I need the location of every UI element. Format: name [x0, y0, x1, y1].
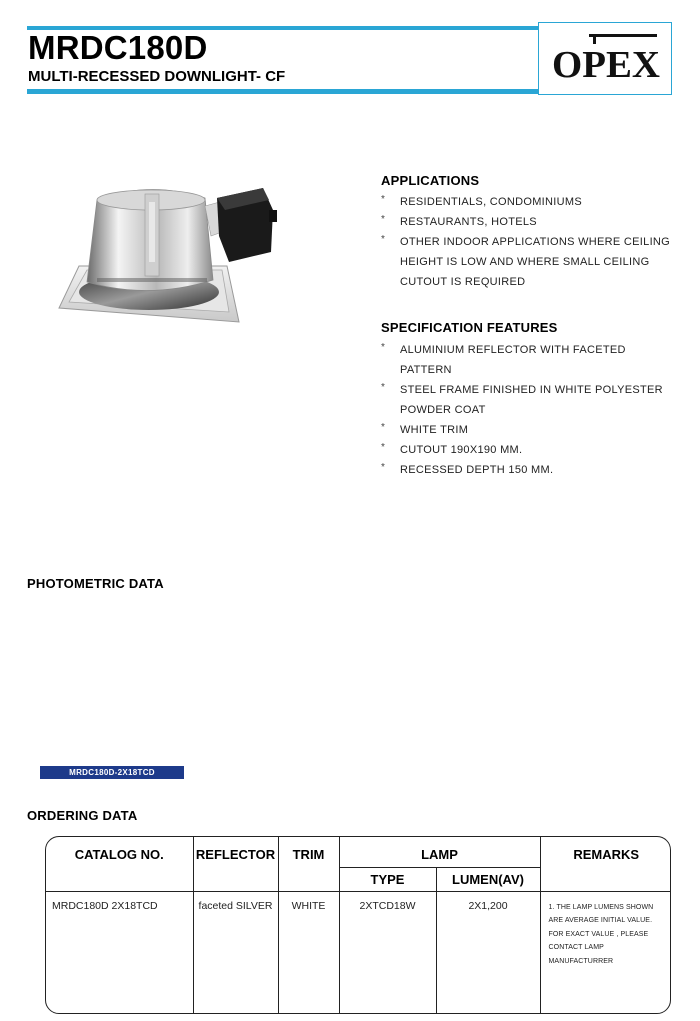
header-trim: TRIM — [278, 837, 339, 891]
product-image — [57, 180, 282, 330]
bullet-asterisk-icon: * — [381, 442, 386, 453]
bullet-asterisk-icon: * — [381, 462, 386, 473]
header-lamp-type: TYPE — [339, 867, 436, 891]
cell-reflector: faceted SILVER — [193, 891, 278, 1013]
bullet-asterisk-icon: * — [381, 234, 386, 245]
bullet-asterisk-icon: * — [381, 422, 386, 433]
cell-remarks: 1. THE LAMP LUMENS SHOWN ARE AVERAGE INITIAL VALUE. FOR EXACT VALUE , PLEASE CONTACT LAMP MANUFACTURRER — [540, 891, 671, 1013]
header-reflector: REFLECTOR — [193, 837, 278, 891]
header-lamp: LAMP — [339, 837, 540, 867]
ordering-title: ORDERING DATA — [27, 808, 138, 823]
list-item: * RESIDENTIALS, CONDOMINIUMS — [381, 192, 670, 212]
list-item: * ALUMINIUM REFLECTOR WITH FACETED PATTERN — [381, 340, 663, 380]
page-subtitle: MULTI-RECESSED DOWNLIGHT- CF — [28, 68, 286, 85]
opex-logo — [549, 32, 664, 84]
list-item: * STEEL FRAME FINISHED IN WHITE POLYESTER POWDER COAT — [381, 380, 663, 420]
table-header-row — [46, 837, 671, 867]
cell-lumen: 2X1,200 — [436, 891, 540, 1013]
ordering-table — [45, 836, 671, 1014]
header-catalog: CATALOG NO. — [46, 837, 193, 891]
list-item: * RESTAURANTS, HOTELS — [381, 212, 670, 232]
page-title: MRDC180D — [28, 29, 208, 66]
applications-list — [381, 192, 670, 292]
specifications-list — [381, 340, 663, 480]
cell-trim: WHITE — [278, 891, 339, 1013]
model-label-badge: MRDC180D-2X18TCD — [40, 766, 184, 779]
specifications-title: SPECIFICATION FEATURES — [381, 320, 558, 335]
logo-text: OPEX — [552, 44, 660, 84]
bullet-asterisk-icon: * — [381, 342, 386, 353]
table-row — [46, 891, 671, 1013]
bullet-asterisk-icon: * — [381, 214, 386, 225]
header-lamp-lumen: LUMEN(AV) — [436, 867, 540, 891]
applications-title: APPLICATIONS — [381, 173, 480, 188]
bullet-asterisk-icon: * — [381, 382, 386, 393]
bullet-asterisk-icon: * — [381, 194, 386, 205]
cell-catalog: MRDC180D 2X18TCD — [46, 891, 193, 1013]
cell-type: 2XTCD18W — [339, 891, 436, 1013]
list-item: * WHITE TRIM — [381, 420, 663, 440]
photometric-title: PHOTOMETRIC DATA — [27, 576, 164, 591]
header-remarks: REMARKS — [540, 837, 671, 891]
list-item: * OTHER INDOOR APPLICATIONS WHERE CEILING HEIGHT IS LOW AND WHERE SMALL CEILING CUTOUT IS REQUIRED — [381, 232, 670, 292]
header-accent-line-bottom — [27, 89, 538, 94]
list-item: * CUTOUT 190X190 MM. — [381, 440, 663, 460]
list-item: * RECESSED DEPTH 150 MM. — [381, 460, 663, 480]
